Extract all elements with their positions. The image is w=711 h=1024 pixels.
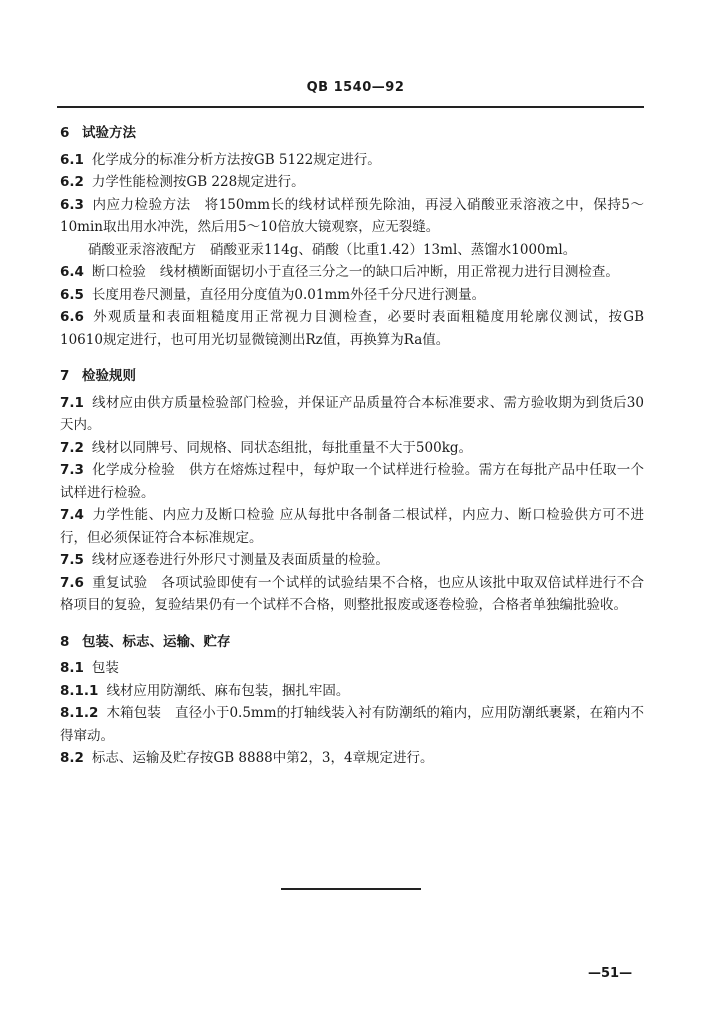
clause xyxy=(60,284,644,307)
clause xyxy=(60,171,644,194)
clause-text: 硝酸亚汞114g、硝酸（比重1.42）13ml、蒸馏水1000ml。 xyxy=(210,241,577,258)
section-number: 8 xyxy=(60,633,70,650)
clause-number: 8.1 xyxy=(60,660,84,676)
section-heading xyxy=(60,631,644,654)
clause xyxy=(60,572,644,617)
clause xyxy=(60,149,644,172)
clause xyxy=(60,657,644,680)
clause xyxy=(60,504,644,549)
clause-number: 8.1.2 xyxy=(60,705,99,721)
clause xyxy=(60,459,644,504)
section-heading xyxy=(60,365,644,388)
section-heading xyxy=(60,122,644,145)
clause xyxy=(60,392,644,437)
clause xyxy=(60,306,644,351)
clause-text: 力学性能检测按GB 228规定进行。 xyxy=(91,174,305,190)
clause-number: 7.5 xyxy=(60,552,84,568)
clause-text: 力学性能、内应力及断口检验 应从每批中各制备二根试样，内应力、断口检验供方可不进行，但必须保证符合本标准规定。 xyxy=(60,507,644,546)
header-rule xyxy=(57,106,644,108)
clause xyxy=(60,549,644,572)
clause xyxy=(60,239,644,262)
clause-lead: 木箱包装 xyxy=(106,705,161,721)
clause-text: 线材横断面锯切小于直径三分之一的缺口后冲断，用正常视力进行目测检查。 xyxy=(159,264,619,280)
clause-number: 7.6 xyxy=(60,574,84,591)
clause-number: 6.6 xyxy=(60,309,84,325)
clause-text: 化学成分的标准分析方法按GB 5122规定进行。 xyxy=(91,151,381,168)
clause-number: 7.1 xyxy=(60,394,84,411)
document-header xyxy=(0,80,711,95)
clause-text: 将150mm长的线材试样预先除油，再浸入硝酸亚汞溶液之中，保持5～10min取出用水冲洗，然后用5～10倍放大镜观察，应无裂缝。 xyxy=(60,196,644,235)
clause-lead: 内应力检验方法 xyxy=(91,196,191,213)
clause xyxy=(60,194,644,239)
clause-lead: 重复试验 xyxy=(91,574,148,591)
clause-text: 线材应用防潮纸、麻布包装，捆扎牢固。 xyxy=(106,682,350,699)
clause xyxy=(60,680,644,703)
document-body xyxy=(60,122,644,770)
page-number: —51— xyxy=(588,966,633,981)
clause-lead: 硝酸亚汞溶液配方 xyxy=(88,241,196,258)
clause-text: 线材以同牌号、同规格、同状态组批，每批重量不大于500kg。 xyxy=(91,439,473,456)
clause xyxy=(60,437,644,460)
clause-lead: 断口检验 xyxy=(91,264,146,280)
clause xyxy=(60,261,644,284)
section-number: 7 xyxy=(60,368,70,384)
clause-number: 7.4 xyxy=(60,507,84,523)
clause xyxy=(60,747,644,770)
end-rule xyxy=(281,888,421,890)
clause-text: 长度用卷尺测量，直径用分度值为0.01mm外径千分尺进行测量。 xyxy=(91,286,486,303)
clause-number: 8.2 xyxy=(60,750,84,766)
clause-number: 6.5 xyxy=(60,286,84,303)
clause-number: 7.2 xyxy=(60,439,84,456)
section-title: 试验方法 xyxy=(82,125,136,141)
section-title: 包装、标志、运输、贮存 xyxy=(82,633,231,650)
clause-lead: 化学成分检验 xyxy=(91,462,175,478)
clause xyxy=(60,702,644,747)
clause-number: 7.3 xyxy=(60,462,84,478)
clause-text: 标志、运输及贮存按GB 8888中第2，3，4章规定进行。 xyxy=(91,750,434,766)
clause-text: 线材应逐卷进行外形尺寸测量及表面质量的检验。 xyxy=(91,552,389,568)
clause-number: 6.3 xyxy=(60,196,84,213)
clause-text: 线材应由供方质量检验部门检验，并保证产品质量符合本标准要求、需方验收期为到货后30天内。 xyxy=(60,394,644,433)
clause-text: 供方在熔炼过程中，每炉取一个试样进行检验。需方在每批产品中任取一个试样进行检验。 xyxy=(60,462,644,501)
clause-number: 6.4 xyxy=(60,264,84,280)
clause-text: 外观质量和表面粗糙度用正常视力目测检查，必要时表面粗糙度用轮廓仪测试，按GB 10610规定进行，也可用光切显微镜测出Rz值，再换算为Ra值。 xyxy=(60,309,644,348)
section-number: 6 xyxy=(60,125,70,141)
clause-number: 8.1.1 xyxy=(60,682,99,699)
clause-number: 6.2 xyxy=(60,174,84,190)
clause-number: 6.1 xyxy=(60,151,84,168)
standard-number: QB 1540—92 xyxy=(306,80,405,95)
section-title: 检验规则 xyxy=(82,368,136,384)
clause-text: 各项试验即使有一个试样的试验结果不合格，也应从该批中取双倍试样进行不合格项目的复验，复验结果仍有一个试样不合格，则整批报废或逐卷检验，合格者单独编批验收。 xyxy=(60,574,644,613)
clause-text: 直径小于0.5mm的打轴线装入衬有防潮纸的箱内，应用防潮纸裹紧，在箱内不得窜动。 xyxy=(60,705,645,744)
clause-text: 包装 xyxy=(91,660,119,676)
